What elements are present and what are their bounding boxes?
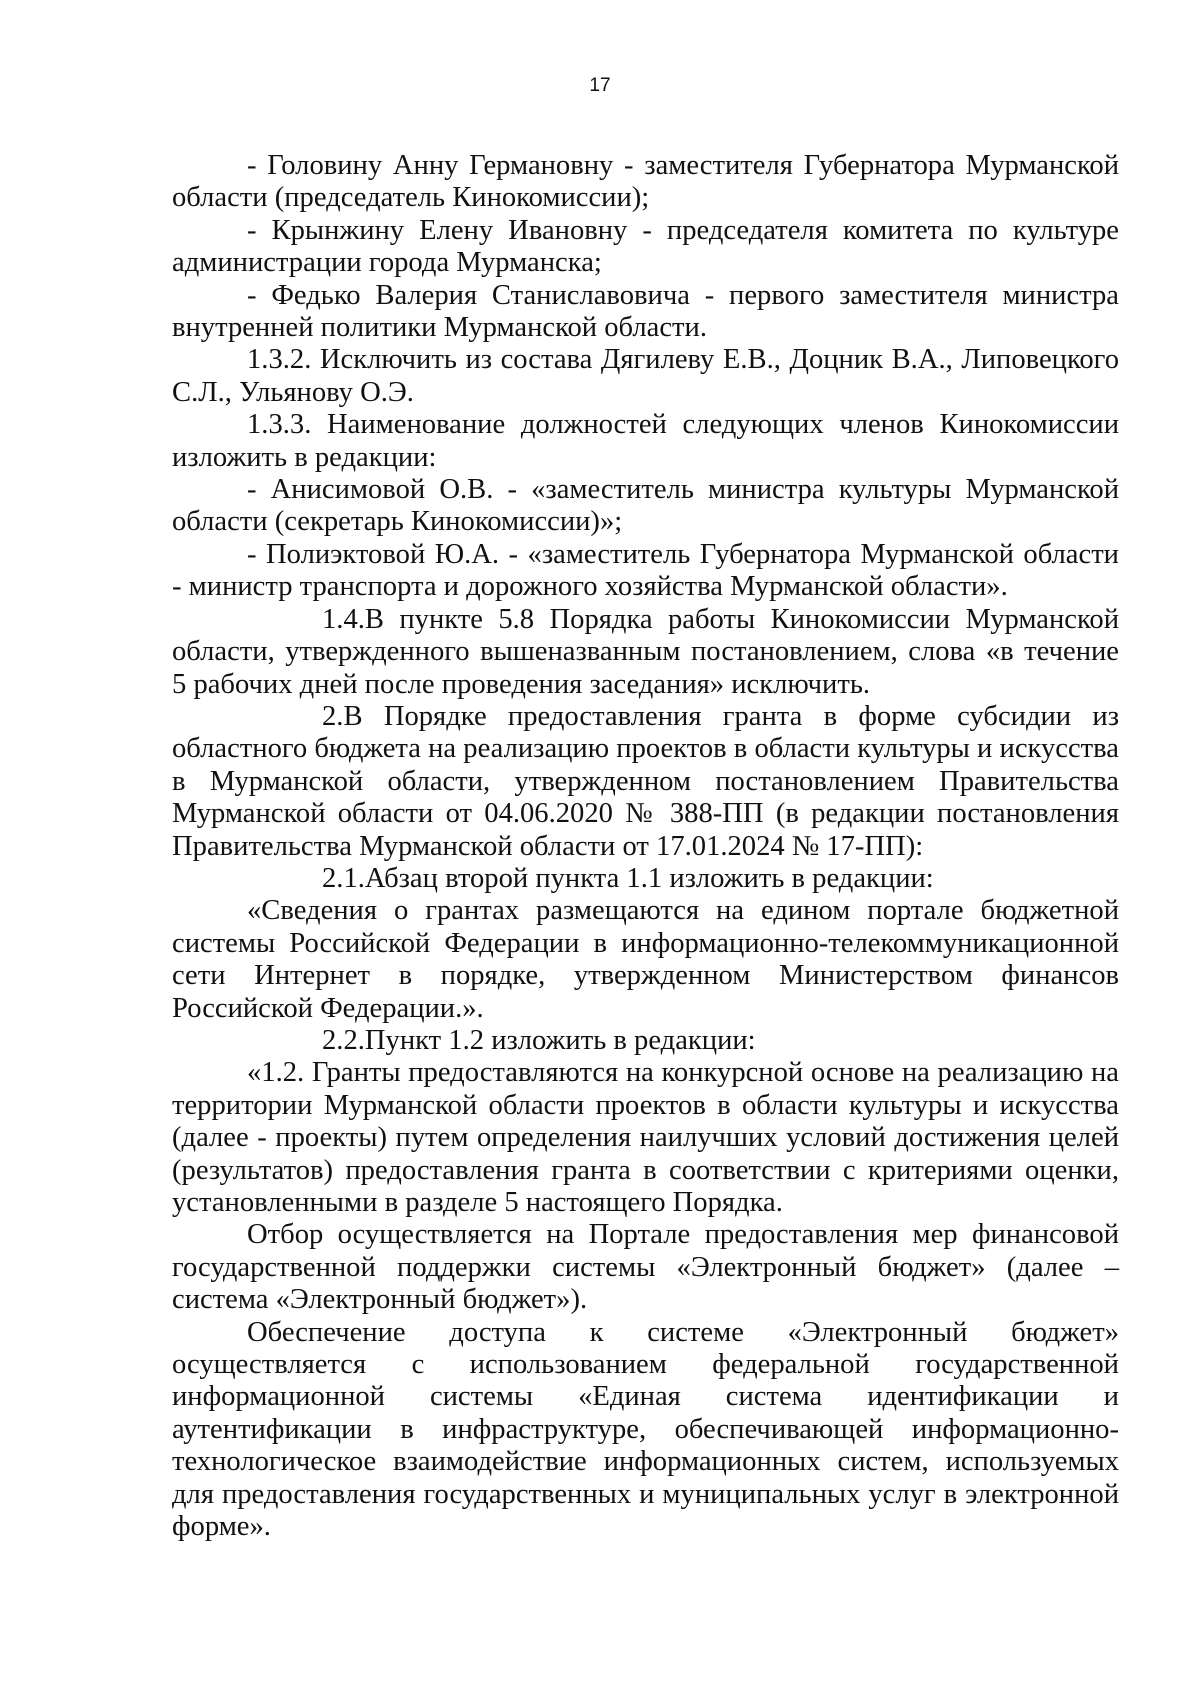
paragraph-p2 [172, 215, 1119, 280]
paragraph-p10 [172, 863, 1119, 895]
item-number: 2. [322, 700, 344, 732]
paragraph-text: В Порядке предоставления гранта в форме субсидии из областного бюджета на реализацию проектов в области культуры и искусства в Мурманской области, утвержденном постановлением Правительства Мурманской области от 04.06.2020 № 388-ПП (в редакции постановления Правительства Мурманской области от 17.01.2024 № 17-ПП): [172, 700, 1119, 862]
paragraph-text: - Полиэктовой Ю.А. - «заместитель Губернатора Мурманской области - министр транспорта и дорожного хозяйства Мурманской области». [172, 538, 1119, 603]
paragraph-text: Обеспечение доступа к системе «Электронный бюджет» осуществляется с использованием федеральной государственной информационной системы «Единая система идентификации и аутентификации в инфраструктуре, обеспечивающей информационно-технологическое взаимодействие информационных систем, используемых для предоставления государственных и муниципальных услуг в электронной форме». [172, 1316, 1119, 1543]
paragraph-p14 [172, 1219, 1119, 1316]
paragraph-text: - Головину Анну Германовну - заместителя Губернатора Мурманской области (председатель Кинокомиссии); [172, 150, 1119, 214]
paragraph-text: - Крынжину Елену Ивановну - председателя комитета по культуре администрации города Мурманска; [172, 214, 1119, 279]
paragraph-text: Отбор осуществляется на Портале предоставления мер финансовой государственной поддержки системы «Электронный бюджет» (далее – система «Электронный бюджет»). [172, 1219, 1119, 1316]
paragraph-p6 [172, 474, 1119, 539]
paragraph-text: «1.2. Гранты предоставляются на конкурсной основе на реализацию на территории Мурманской области проектов в области культуры и искусства (далее - проекты) путем определения наилучших условий достижения целей (результатов) предоставления гранта в соответствии с критериями оценки, установленными в разделе 5 настоящего Порядка. [172, 1057, 1119, 1218]
paragraph-p7 [172, 539, 1119, 604]
paragraph-p5 [172, 409, 1119, 474]
paragraph-p15 [172, 1317, 1119, 1544]
paragraph-text: В пункте 5.8 Порядка работы Кинокомиссии Мурманской области, утвержденного вышеназванным постановлением, слова «в течение 5 рабочих дней после проведения заседания» исключить. [172, 603, 1119, 700]
paragraph-text: - Федько Валерия Станиславовича - первого заместителя министра внутренней политики Мурманской области. [172, 279, 1119, 344]
paragraph-p1 [172, 150, 1119, 215]
item-number: 1.4. [322, 603, 365, 635]
paragraph-text: 1.3.3. Наименование должностей следующих членов Кинокомиссии изложить в редакции: [172, 409, 1119, 473]
page-number: 17 [589, 75, 611, 96]
paragraph-text: - Анисимовой О.В. - «заместитель министра культуры Мурманской области (секретарь Кинокомиссии)»; [172, 474, 1119, 538]
document-body [172, 150, 1119, 1543]
paragraph-text: 1.3.2. Исключить из состава Дягилеву Е.В., Доцник В.А., Липовецкого С.Л., Ульянову О.Э. [172, 344, 1119, 408]
paragraph-p12 [172, 1025, 1119, 1057]
paragraph-text: Пункт 1.2 изложить в редакции: [364, 1024, 756, 1056]
paragraph-text: Абзац второй пункта 1.1 изложить в редакции: [364, 862, 934, 894]
item-number: 2.2. [322, 1024, 365, 1056]
paragraph-p9 [172, 701, 1119, 863]
paragraph-p11 [172, 895, 1119, 1025]
item-number: 2.1. [322, 862, 365, 894]
paragraph-p3 [172, 280, 1119, 345]
paragraph-text: «Сведения о грантах размещаются на едином портале бюджетной системы Российской Федерации в информационно-телекоммуникационной сети Интернет в порядке, утвержденном Министерством финансов Российской Федерации.». [172, 895, 1119, 1024]
paragraph-p4 [172, 344, 1119, 409]
paragraph-p13 [172, 1057, 1119, 1219]
paragraph-p8 [172, 604, 1119, 701]
